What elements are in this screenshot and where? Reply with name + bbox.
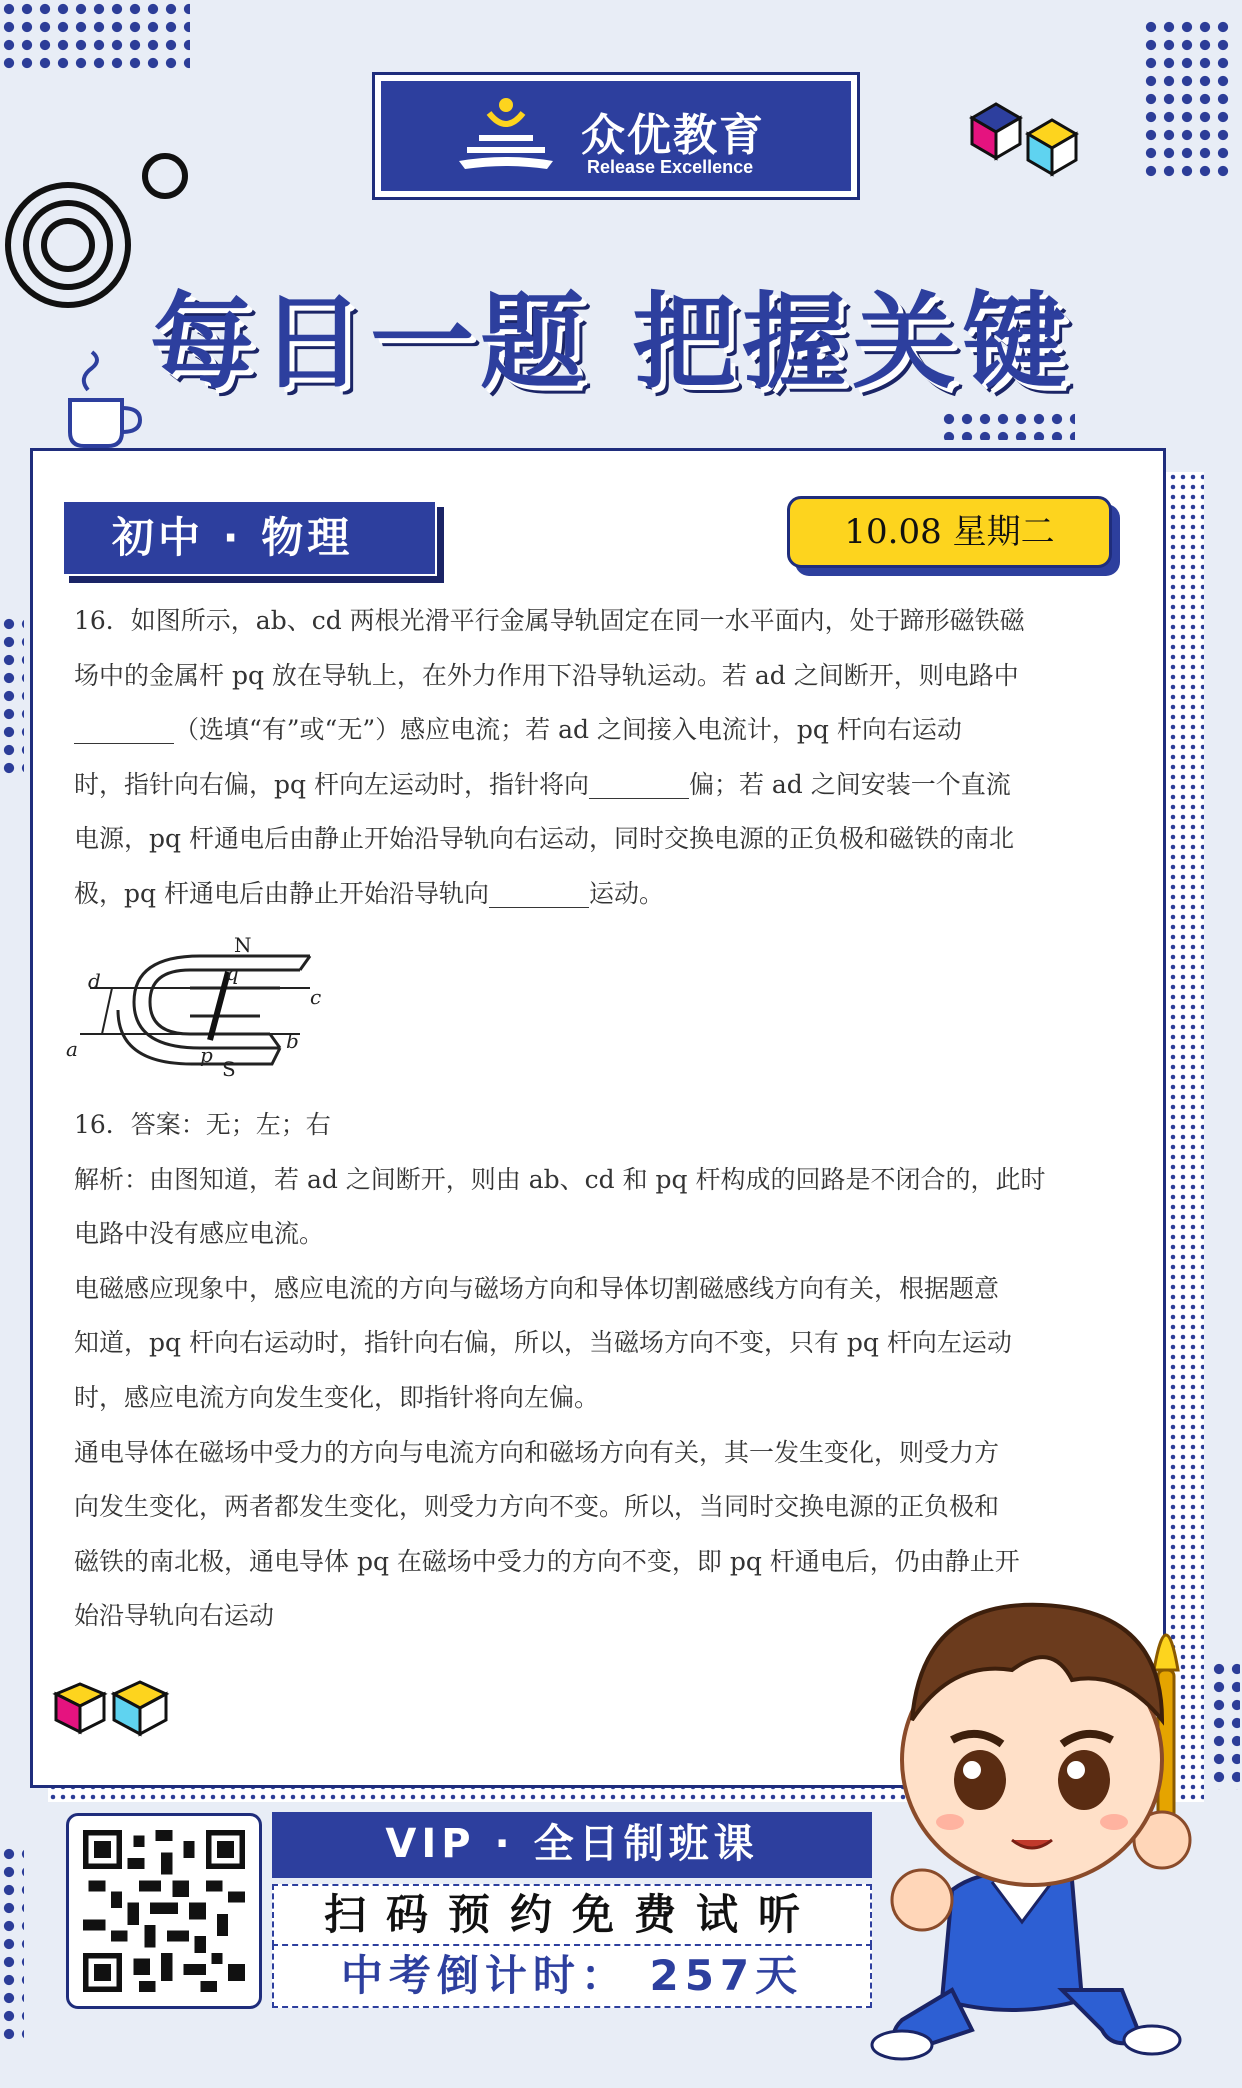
brand-logo-box [372,72,860,200]
figure-label-p: p [200,1043,213,1067]
question-line: 电源，pq 杆通电后由静止开始沿导轨向右运动，同时交换电源的正负极和磁铁的南北 [74,824,1014,853]
cube-decoration-top [968,100,1088,190]
figure-label-c: c [310,985,322,1009]
question-text [74,594,1124,921]
answer-line: 电路中没有感应电流。 [74,1219,325,1249]
brand-logo-icon [451,95,561,185]
dot-pattern-bottom-left [0,1845,24,2045]
qr-code-frame[interactable] [66,1813,262,2009]
question-line: 极，pq 杆通电后由静止开始沿导轨向________运动。 [74,878,664,908]
answer-line: 始沿导轨向右运动 [74,1601,275,1631]
answer-line: 16．答案：无；左；右 [74,1110,331,1139]
brand-logo-inner [381,81,851,191]
question-line: 时，指针向右偏，pq 杆向左运动时，指针将向________偏；若 ad 之间安装一个直流 [74,769,1011,799]
figure-label-b: b [286,1029,299,1053]
subject-tag: 初中 · 物理 [62,500,437,576]
answer-line: 磁铁的南北极，通电导体 pq 在磁场中受力的方向不变，即 pq 杆通电后，仍由静止开 [74,1546,1020,1576]
cube-decoration-bottom [52,1680,182,1750]
answer-line: 通电导体在磁场中受力的方向与电流方向和磁场方向有关，其一发生变化，则受力方 [74,1437,1000,1467]
answer-line: 电磁感应现象中，感应电流的方向与磁场方向和导体切割磁感线方向有关，根据题意 [74,1273,1000,1303]
question-line: ________（选填“有”或“无”）感应电流；若 ad 之间接入电流计，pq 杆向右运动 [74,715,962,744]
figure-label-d: d [88,969,101,993]
dot-pattern-right-row [940,410,1075,440]
answer-line: 解析：由图知道，若 ad 之间断开，则由 ab、cd 和 pq 杆构成的回路是不闭合的，此时 [74,1164,1046,1194]
brand-name: 众优教育 [581,110,765,161]
answer-line: 知道，pq 杆向右运动时，指针向右偏，所以，当磁场方向不变，只有 pq 杆向左运动 [74,1328,1012,1358]
slogan-title: 每日一题 把握关键 [150,281,1073,403]
date-tag: 10.08 星期二 [787,496,1112,568]
answer-line: 向发生变化，两者都发生变化，则受力方向不变。所以，当同时交换电源的正负极和 [74,1492,1000,1522]
figure-label-a: a [66,1037,78,1061]
brand-tagline: Release Excellence [587,157,754,177]
answer-text [74,1098,1124,1644]
scan-to-book-banner: 扫码预约免费试听 [272,1884,872,1946]
figure-label-s: S [222,1057,236,1080]
dot-pattern-left-mid [0,615,24,775]
dot-pattern-top-left [0,0,190,72]
exam-countdown: 中考倒计时： 257天 [272,1944,872,2008]
question-line: 场中的金属杆 pq 放在导轨上，在外力作用下沿导轨运动。若 ad 之间断开，则电路中 [74,660,1019,690]
mascot-boy-illustration [862,1590,1222,2070]
dot-pattern-top-right [1142,18,1232,178]
coffee-cup-icon [60,350,150,450]
qr-code-icon [83,1830,245,1992]
vip-class-banner: VIP · 全日制班课 [272,1812,872,1878]
magnet-rail-figure [60,930,350,1080]
question-line: 16．如图所示，ab、cd 两根光滑平行金属导轨固定在同一水平面内，处于蹄形磁铁磁 [74,606,1025,635]
answer-line: 时，感应电流方向发生变化，即指针将向左偏。 [74,1382,600,1412]
figure-label-q: q [226,961,239,985]
figure-label-n: N [234,933,252,957]
